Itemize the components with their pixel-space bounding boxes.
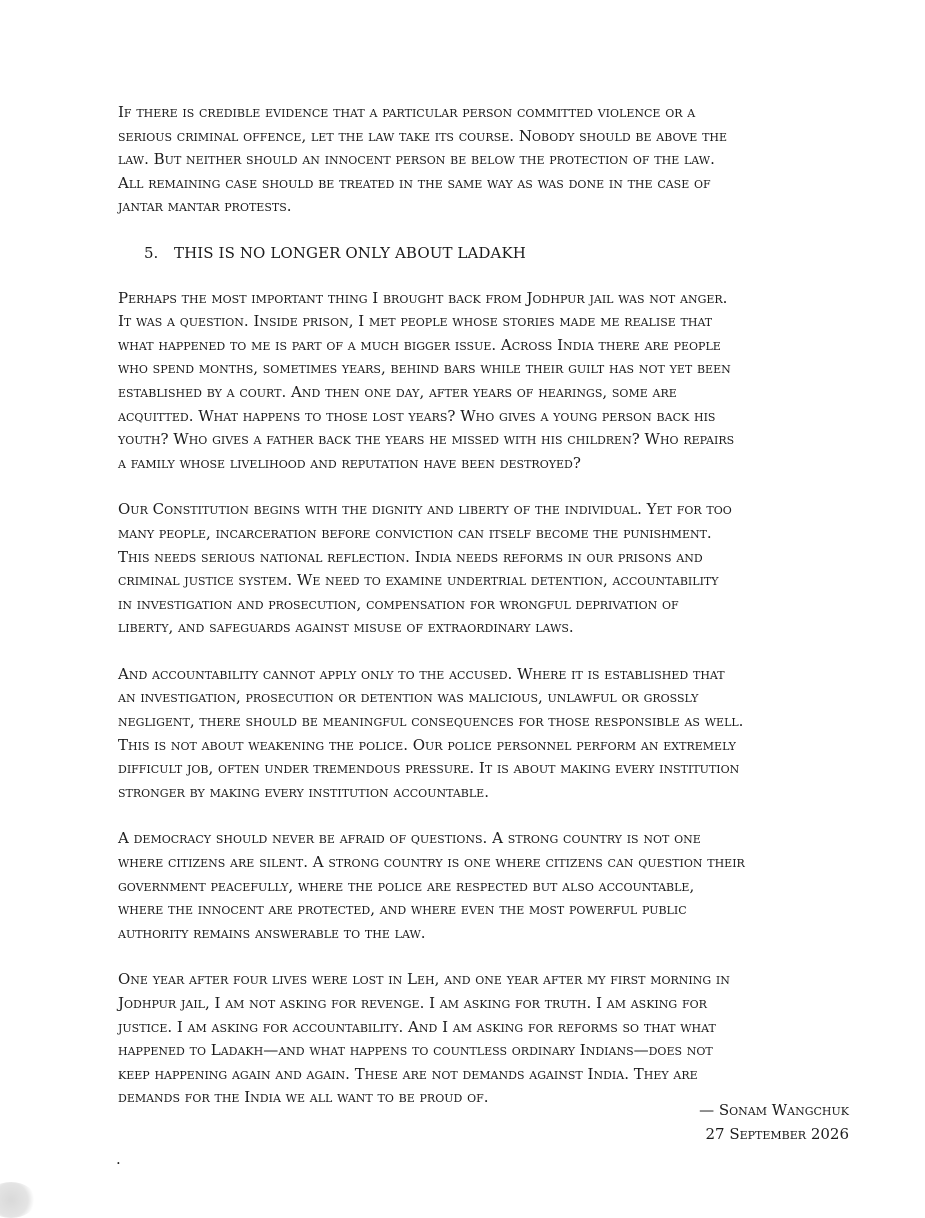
paragraph-one-year-after xyxy=(118,968,858,1110)
text-line: established by a court. And then one day, after years of hearings, some are xyxy=(118,382,677,401)
paragraph-constitution xyxy=(118,498,858,640)
text-line: jantar mantar protests. xyxy=(118,197,292,216)
text-line: a family whose livelihood and reputation have been destroyed? xyxy=(118,453,581,472)
paragraph-democracy xyxy=(118,827,858,945)
text-line: difficult job, often under tremendous pressure. It is about making every institution xyxy=(118,759,740,778)
paragraph-accountability xyxy=(118,663,858,805)
text-line: A democracy should never be afraid of questions. A strong country is not one xyxy=(118,829,701,848)
text-line: where citizens are silent. A strong country is one where citizens can question their xyxy=(118,853,745,872)
text-line: If there is credible evidence that a particular person committed violence or a xyxy=(118,103,696,121)
signature-block xyxy=(0,1098,849,1146)
text-line: This needs serious national reflection. India needs reforms in our prisons and xyxy=(118,547,703,566)
paragraph-law-course xyxy=(118,101,858,219)
text-line: an investigation, prosecution or detention was malicious, unlawful or grossly xyxy=(118,688,699,707)
text-line: in investigation and prosecution, compensation for wrongful deprivation of xyxy=(118,594,679,613)
paragraph-jodhpur-question xyxy=(118,287,858,476)
text-line: keep happening again and again. These are not demands against India. They are xyxy=(118,1064,698,1083)
text-line: demands for the India we all want to be proud of. xyxy=(118,1088,489,1107)
text-line: One year after four lives were lost in Leh, and one year after my first morning in xyxy=(118,970,730,989)
text-line: liberty, and safeguards against misuse of extraordinary laws. xyxy=(118,618,574,637)
text-line: Jodhpur jail, I am not asking for revenge. I am asking for truth. I am asking for xyxy=(118,994,707,1012)
text-line: negligent, there should be meaningful consequences for those responsible as well. xyxy=(118,712,744,731)
text-line: criminal justice system. We need to examine undertrial detention, accountability xyxy=(118,571,719,590)
text-line: Perhaps the most important thing I brought back from Jodhpur jail was not anger. xyxy=(118,288,728,307)
text-line: who spend months, sometimes years, behind bars while their guilt has not yet been xyxy=(118,359,731,378)
corner-shadow-icon xyxy=(0,1182,36,1218)
text-line: And accountability cannot apply only to the accused. Where it is established that xyxy=(118,664,725,683)
text-line: All remaining case should be treated in the same way as was done in the case of xyxy=(118,173,711,192)
text-line: This is not about weakening the police. Our police personnel perform an extremely xyxy=(118,735,736,754)
signature-author: — Sonam Wangchuk xyxy=(699,1101,849,1119)
document-page xyxy=(118,101,858,1133)
signature-date: 27 September 2026 xyxy=(705,1125,849,1143)
section-heading xyxy=(118,242,858,266)
text-line: stronger by making every institution accountable. xyxy=(118,782,489,801)
text-line: government peacefully, where the police are respected but also accountable, xyxy=(118,876,695,895)
text-line: where the innocent are protected, and where even the most powerful public xyxy=(118,900,687,919)
text-line: youth? Who gives a father back the years he missed with his children? Who repairs xyxy=(118,430,735,449)
section-title: THIS IS NO LONGER ONLY ABOUT LADAKH xyxy=(174,243,526,262)
footer-dot: . xyxy=(116,1150,121,1168)
text-line: acquitted. What happens to those lost years? Who gives a young person back his xyxy=(118,406,716,425)
text-line: It was a question. Inside prison, I met people whose stories made me realise that xyxy=(118,312,713,331)
text-line: serious criminal offence, let the law take its course. Nobody should be above the xyxy=(118,126,728,145)
text-line: happened to Ladakh—and what happens to countless ordinary Indians—does not xyxy=(118,1041,713,1060)
text-line: authority remains answerable to the law. xyxy=(118,923,426,942)
text-line: Our Constitution begins with the dignity and liberty of the individual. Yet for too xyxy=(118,500,732,519)
text-line: justice. I am asking for accountability. And I am asking for reforms so that what xyxy=(118,1017,716,1036)
text-line: what happened to me is part of a much bigger issue. Across India there are people xyxy=(118,335,721,354)
section-number: 5. xyxy=(144,243,159,262)
text-line: many people, incarceration before conviction can itself become the punishment. xyxy=(118,523,712,542)
text-line: law. But neither should an innocent person be below the protection of the law. xyxy=(118,150,715,169)
